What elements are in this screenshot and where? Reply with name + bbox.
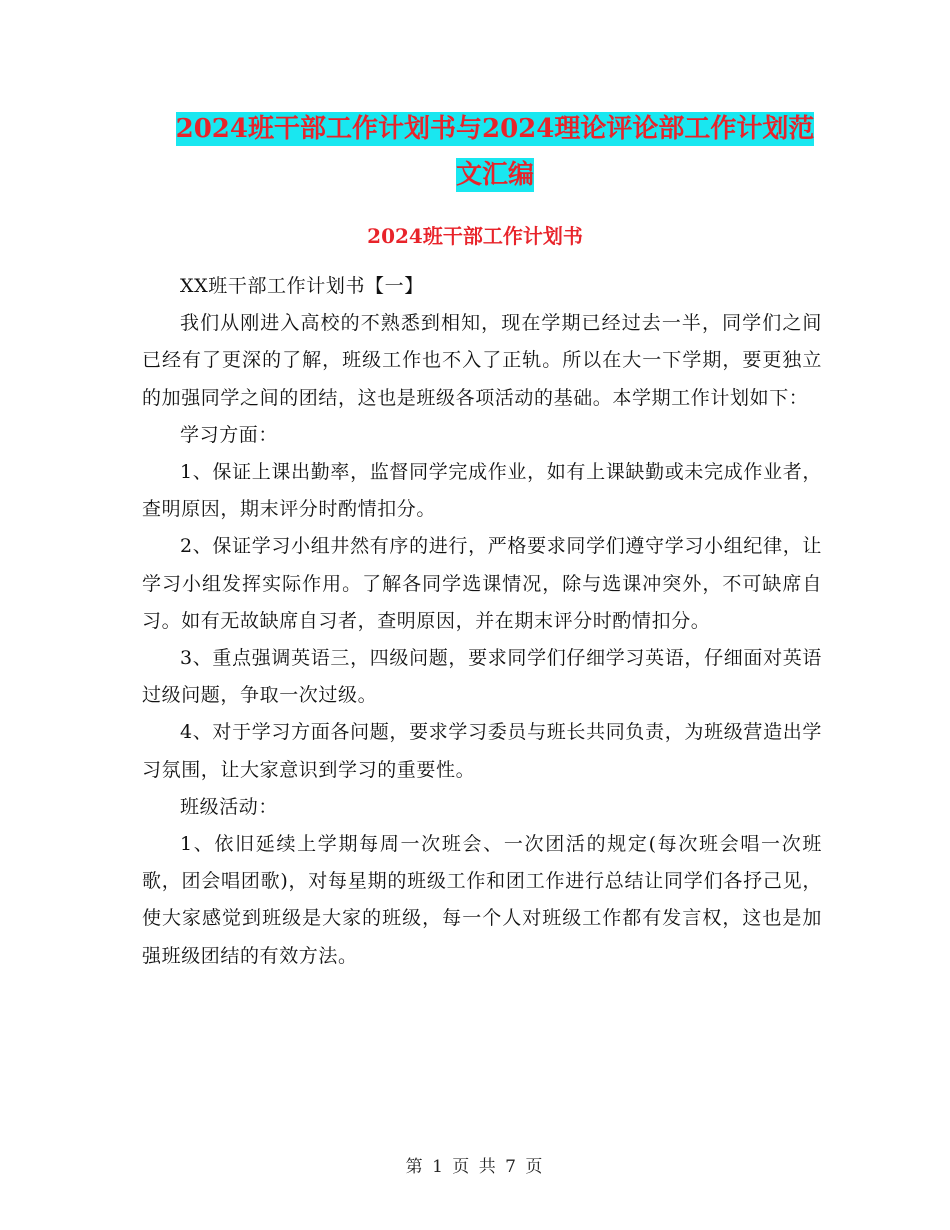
document-title (140, 106, 850, 198)
paragraph: 3、重点强调英语三，四级问题，要求同学们仔细学习英语，仔细面对英语过级问题，争取一次过级。 (142, 647, 822, 707)
paragraph: 1、依旧延续上学期每周一次班会、一次团活的规定(每次班会唱一次班歌，团会唱团歌)，对每星期的班级工作和团工作进行总结让同学们各抒己见，使大家感觉到班级是大家的班级，每一个人对班级工作都有发言权，这也是加强班级团结的有效方法。 (142, 833, 822, 967)
title-line-2: 文汇编 (455, 160, 534, 190)
paragraph: 1、保证上课出勤率，监督同学完成作业，如有上课缺勤或未完成作业者，查明原因，期末评分时酌情扣分。 (142, 461, 822, 521)
paragraph: XX班干部工作计划书【一】 (180, 275, 424, 297)
title-line-1: 2024班干部工作计划书与2024理论评论部工作计划范 (175, 114, 815, 144)
paragraph: 4、对于学习方面各问题，要求学习委员与班长共同负责，为班级营造出学习氛围，让大家意识到学习的重要性。 (142, 721, 822, 781)
document-body (142, 268, 822, 975)
section-title: 2024班干部工作计划书 (367, 224, 583, 248)
page-footer: 第 1 页 共 7 页 (405, 1157, 545, 1177)
paragraph: 班级活动： (180, 795, 279, 818)
paragraph: 2、保证学习小组井然有序的进行，严格要求同学们遵守学习小组纪律，让学习小组发挥实际作用。了解各同学选课情况，除与选课冲突外，不可缺席自习。如有无故缺席自习者，查明原因，并在期末评分时酌情扣分。 (142, 535, 822, 632)
paragraph: 我们从刚进入高校的不熟悉到相知，现在学期已经过去一半，同学们之间已经有了更深的了解，班级工作也不入了正轨。所以在大一下学期，要更独立的加强同学之间的团结，这也是班级各项活动的基础。本学期工作计划如下： (142, 312, 822, 409)
paragraph: 学习方面： (180, 423, 279, 446)
